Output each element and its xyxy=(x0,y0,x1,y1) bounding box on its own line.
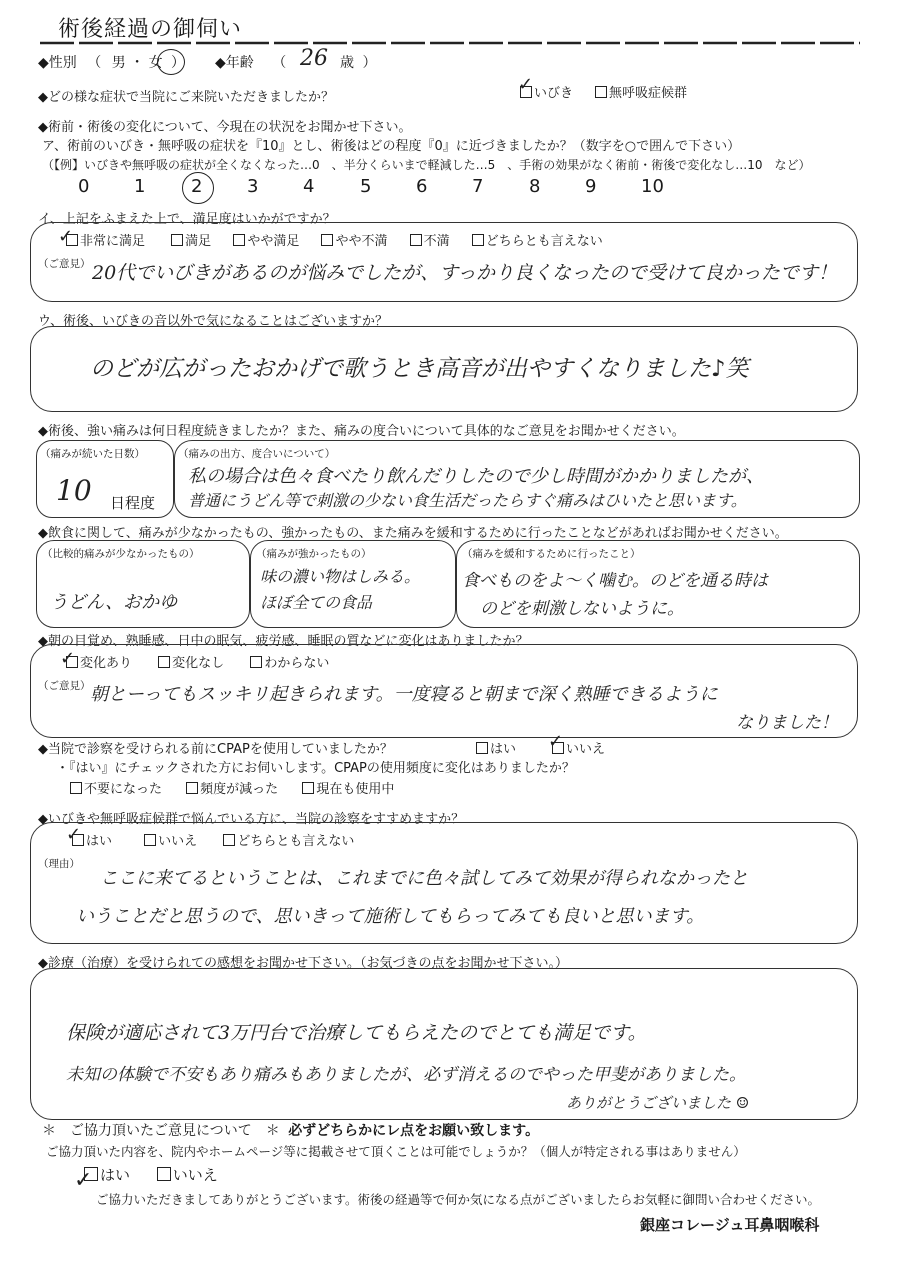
sleep-option[interactable] xyxy=(250,656,329,671)
scale-item[interactable]: 10 xyxy=(641,176,664,197)
gender-selected-circle xyxy=(157,49,185,75)
page-title: 術後経過の御伺い xyxy=(58,17,243,42)
food-strong-label: （痛みが強かったもの） xyxy=(256,548,372,560)
satisfaction-question: イ、上記をふまえた上で、満足度はいかがですか？ xyxy=(38,212,336,227)
option-label: どちらとも言えない xyxy=(237,834,355,849)
recommend-reason-line1[interactable]: ここに来てるということは、これまでに色々試してみて効果が得られなかったと xyxy=(100,868,748,889)
option-label: 無呼吸症候群 xyxy=(609,86,688,101)
satisfaction-option[interactable] xyxy=(66,234,145,249)
check-mark-icon: ✓ xyxy=(66,824,82,845)
age-row xyxy=(215,52,286,72)
pain-days-unit: 日程度 xyxy=(110,494,156,512)
change-example xyxy=(42,156,811,173)
satisfaction-option[interactable] xyxy=(472,234,603,249)
satisfaction-opinion[interactable]: 20代でいびきがあるのが悩みでしたが、すっかり良くなったので受けて良かったです！ xyxy=(92,262,838,284)
recommend-reason-line2[interactable]: いうことだと思うので、思いきって施術してもらってみても良いと思います。 xyxy=(76,906,705,927)
food-relief-line2[interactable]: のどを刺激しないように。 xyxy=(480,599,684,619)
impression-line1[interactable]: 保険が適応されて3万円台で治療してもらえたのでとても満足です。 xyxy=(66,1022,647,1044)
option-label: 変化あり xyxy=(80,656,133,671)
sleep-option[interactable] xyxy=(66,656,132,671)
opinion-label: （ご意見） xyxy=(38,258,91,270)
footer-options xyxy=(84,1164,218,1185)
checkbox[interactable] xyxy=(476,742,488,754)
symptom-question: ◆どの様な症状で当院にご来院いただきましたか？ xyxy=(38,90,334,105)
pain-degree-label: （痛みの出方、度合いについて） xyxy=(178,448,336,460)
option-label: 満足 xyxy=(185,234,212,249)
pain-degree-line2[interactable]: 普通にうどん等で刺激の少ない食生活だったらすぐ痛みはひいたと思います。 xyxy=(188,491,747,510)
scale-item[interactable]: 6 xyxy=(416,176,428,197)
change-sub-a: ア、術前のいびき・無呼吸の症状を『10』とし、術後はどの程度『0』に近づきましたか？（数字を○で囲んで下さい） xyxy=(42,139,741,154)
gender-dot: ・ xyxy=(130,55,145,71)
scale-row xyxy=(0,176,900,200)
option-label: 非常に満足 xyxy=(80,234,146,249)
age-close: ） xyxy=(362,55,377,71)
checkbox[interactable] xyxy=(410,234,422,246)
check-mark-icon: ✓ xyxy=(74,1168,93,1193)
age-unit-row xyxy=(340,52,376,72)
option-label: いびき xyxy=(534,86,574,101)
cpap-sub-option[interactable] xyxy=(70,782,162,797)
option-label: どちらとも言えない xyxy=(485,234,603,249)
checkbox[interactable] xyxy=(472,234,484,246)
check-mark-icon: ✓ xyxy=(548,731,564,752)
other-answer[interactable]: のどが広がったおかげで歌うとき高音が出やすくなりました♪笑 xyxy=(90,356,749,382)
gender-male[interactable]: 男 xyxy=(111,55,126,71)
impression-line2[interactable]: 未知の体験で不安もあり痛みもありましたが、必ず消えるのでやった甲斐がありました。 xyxy=(66,1065,746,1085)
option-label: 頻度が減った xyxy=(200,782,279,797)
check-mark-icon: ✓ xyxy=(60,648,76,669)
age-value[interactable]: 26 xyxy=(300,46,328,71)
option-label: 現在も使用中 xyxy=(316,782,395,797)
symptom-option-apnea[interactable] xyxy=(595,82,687,101)
checkbox[interactable] xyxy=(321,234,333,246)
satisfaction-option[interactable] xyxy=(233,234,299,249)
gender-label: ◆性別 xyxy=(38,55,77,71)
impression-question: ◆診療（治療）を受けられての感想をお聞かせ下さい。（お気づきの点をお聞かせ下さい。） xyxy=(38,956,568,971)
clinic-name: 銀座コレージュ耳鼻咽喉科 xyxy=(640,1216,820,1234)
option-label: 不満 xyxy=(423,234,450,249)
footer-note-title: ＊ ご協力頂いたご意見について ＊ xyxy=(42,1123,280,1139)
option-label: はい xyxy=(490,742,517,757)
recommend-option[interactable] xyxy=(144,834,197,849)
scale-selected-circle xyxy=(182,172,214,204)
cpap-sub-option[interactable] xyxy=(302,782,394,797)
checkbox[interactable] xyxy=(223,834,235,846)
gender-open: （ xyxy=(87,55,102,71)
checkbox[interactable] xyxy=(70,782,82,794)
satisfaction-option[interactable] xyxy=(321,234,387,249)
food-less-value[interactable]: うどん、おかゆ xyxy=(50,592,178,613)
recommend-reason-label: （理由） xyxy=(38,858,80,870)
example-text: 【例】いびきや無呼吸の症状が全くなくなった…0 、半分くらいまで軽減した…5 、手術の効果がなく術前・術後で変化なし…10 など） xyxy=(54,158,811,172)
cpap-sub-question: ・『はい』にチェックされた方にお伺いします。CPAPの使用頻度に変化はありましたか？ xyxy=(56,761,575,776)
cpap-sub-option[interactable] xyxy=(186,782,278,797)
option-label: やや満足 xyxy=(247,234,300,249)
footer-option-no[interactable] xyxy=(157,1166,218,1184)
cpap-sub-options xyxy=(70,778,394,797)
option-label: 不要になった xyxy=(84,782,163,797)
checkbox[interactable] xyxy=(186,782,198,794)
recommend-option[interactable] xyxy=(223,834,354,849)
check-mark-icon: ✓ xyxy=(58,226,74,247)
age-label: ◆年齢 xyxy=(215,55,254,71)
checkbox[interactable] xyxy=(157,1167,171,1181)
scale-item[interactable]: 8 xyxy=(529,176,541,197)
gender-female[interactable]: 女 xyxy=(148,55,163,71)
scale-item[interactable]: 1 xyxy=(134,176,146,197)
option-label: はい xyxy=(100,1166,131,1184)
checkbox[interactable] xyxy=(144,834,156,846)
scale-item[interactable]: 9 xyxy=(585,176,597,197)
gender-close: ） xyxy=(171,55,186,71)
other-question: ウ、術後、いびきの音以外で気になることはございますか？ xyxy=(38,314,388,329)
scale-item[interactable]: 7 xyxy=(472,176,484,197)
food-relief-label: （痛みを緩和するために行ったこと） xyxy=(462,548,641,560)
scale-item[interactable]: 2 xyxy=(191,176,203,197)
food-question: ◆飲食に関して、痛みが少なかったもの、強かったもの、また痛みを緩和するために行ったことなどがあればお聞かせください。 xyxy=(38,526,788,541)
option-label: 変化なし xyxy=(172,656,225,671)
sleep-opinion-line1[interactable]: 朝とーってもスッキリ起きられます。一度寝ると朝まで深く熟睡できるように xyxy=(90,684,718,705)
impression-line3[interactable]: ありがとうございました ☺ xyxy=(566,1094,750,1112)
food-relief-line1[interactable]: 食べものをよ～く噛む。のどを通る時は xyxy=(462,571,768,591)
scale-item[interactable]: 0 xyxy=(78,176,90,197)
scale-item[interactable]: 5 xyxy=(360,176,372,197)
check-mark-icon: ✓ xyxy=(518,74,534,95)
satisfaction-option[interactable] xyxy=(171,234,211,249)
footer-note-emph: 必ずどちらかにレ点をお願い致します。 xyxy=(288,1123,540,1139)
cpap-question: ◆当院で診察を受けられる前にCPAPを使用していましたか？ xyxy=(38,742,393,757)
age-open: （ xyxy=(272,55,287,71)
checkbox[interactable] xyxy=(171,234,183,246)
recommend-options xyxy=(72,830,354,849)
footer-thanks: ご協力いただきましてありがとうございます。術後の経過等で何か気になる点がございましたらお気軽に御問い合わせください。 xyxy=(96,1192,821,1207)
sleep-question: ◆朝の目覚め、熟睡感、日中の眠気、疲労感、睡眠の質などに変化はありましたか？ xyxy=(38,634,529,649)
footer-question: ご協力頂いた内容を、院内やホームページ等に掲載させて頂くことは可能でしょうか？（個人が特定される事はありません） xyxy=(46,1144,746,1159)
pain-days-value[interactable]: 10 xyxy=(56,474,92,507)
option-label: わからない xyxy=(264,656,330,671)
recommend-question: ◆いびきや無呼吸症候群で悩んでいる方に、当院の診察をすすめますか？ xyxy=(38,812,465,827)
option-label: いいえ xyxy=(566,742,606,757)
option-label: やや不満 xyxy=(335,234,388,249)
food-strong-line1[interactable]: 味の濃い物はしみる。 xyxy=(260,567,421,586)
checkbox[interactable] xyxy=(250,656,262,668)
sleep-options xyxy=(66,652,329,671)
checkbox[interactable] xyxy=(233,234,245,246)
option-label: いいえ xyxy=(158,834,198,849)
satisfaction-option[interactable] xyxy=(410,234,450,249)
satisfaction-options xyxy=(66,230,603,249)
pain-degree-line1[interactable]: 私の場合は色々食べたり飲んだりしたので少し時間がかかりましたが、 xyxy=(188,466,764,487)
sleep-opinion-line2[interactable]: なりました！ xyxy=(736,713,838,733)
sleep-option[interactable] xyxy=(158,656,224,671)
title-dashed-rule xyxy=(40,40,860,46)
age-unit: 歳 xyxy=(340,55,354,71)
footer-note xyxy=(42,1120,539,1140)
option-label: はい xyxy=(86,834,113,849)
example-open: （ xyxy=(42,158,55,172)
food-less-label: （比較的痛みが少なかったもの） xyxy=(42,548,200,560)
pain-question: ◆術後、強い痛みは何日程度続きましたか？また、痛みの度合いについて具体的なご意見をお聞かせください。 xyxy=(38,424,685,439)
sleep-opinion-label: （ご意見） xyxy=(38,680,91,692)
cpap-option-yes[interactable] xyxy=(476,738,516,757)
scale-item[interactable]: 4 xyxy=(303,176,315,197)
food-strong-line2[interactable]: ほぼ全ての食品 xyxy=(260,593,373,612)
checkbox[interactable] xyxy=(595,86,607,98)
pain-days-label: （痛みが続いた日数） xyxy=(40,448,145,460)
checkbox[interactable] xyxy=(302,782,314,794)
change-heading: ◆術前・術後の変化について、今現在の状況をお聞かせ下さい。 xyxy=(38,120,412,135)
option-label: いいえ xyxy=(172,1166,218,1184)
checkbox[interactable] xyxy=(158,656,170,668)
scale-item[interactable]: 3 xyxy=(247,176,259,197)
